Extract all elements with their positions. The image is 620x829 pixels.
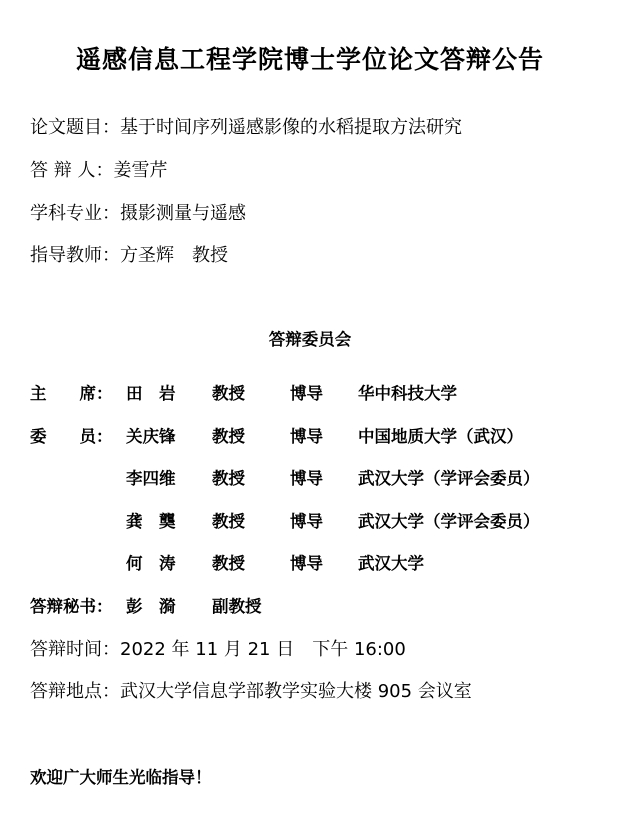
member-title: 教授	[212, 512, 245, 531]
committee-heading: 答辩委员会	[268, 330, 352, 349]
defense-time-value: 2022 年 11 月 21 日 下午 16:00	[120, 639, 406, 660]
member-name: 田 岩	[126, 384, 176, 403]
member-name: 龚 龑	[126, 512, 176, 531]
major-value: 摄影测量与遥感	[120, 203, 246, 224]
candidate-value: 姜雪芹	[113, 160, 168, 181]
defense-time-label: 答辩时间：	[30, 639, 120, 660]
secretary-title: 副教授	[212, 597, 262, 616]
advisor-label: 指导教师：	[30, 245, 120, 266]
defense-time-line	[30, 635, 406, 661]
member-degree: 博导	[290, 512, 323, 531]
defense-place-value: 武汉大学信息学部教学实验大楼 905 会议室	[120, 681, 472, 702]
major-line	[30, 199, 246, 225]
thesis-title-value: 基于时间序列遥感影像的水稻提取方法研究	[120, 117, 462, 138]
member-degree: 博导	[290, 469, 323, 488]
member-org: 武汉大学	[358, 554, 424, 573]
thesis-title-label: 论文题目：	[30, 117, 120, 138]
member-degree: 博导	[290, 384, 323, 403]
defense-place-label: 答辩地点：	[30, 681, 120, 702]
member-org: 武汉大学（学评会委员）	[358, 512, 540, 531]
member-title: 教授	[212, 554, 245, 573]
advisor-line	[30, 241, 228, 267]
member-name: 李四维	[126, 469, 176, 488]
member-title: 教授	[212, 384, 245, 403]
candidate-line	[30, 156, 167, 182]
member-title: 教授	[212, 427, 245, 446]
major-label: 学科专业：	[30, 203, 120, 224]
member-org: 华中科技大学	[358, 384, 457, 403]
member-degree: 博导	[290, 554, 323, 573]
member-title: 教授	[212, 469, 245, 488]
member-degree: 博导	[290, 427, 323, 446]
member-role: 委 员：	[30, 427, 113, 446]
member-org: 武汉大学（学评会委员）	[358, 469, 540, 488]
secretary-name: 彭 漪	[126, 597, 176, 616]
candidate-label: 答 辩 人：	[30, 160, 114, 181]
member-role: 主 席：	[30, 384, 113, 403]
thesis-title-line	[30, 113, 462, 139]
member-name: 何 涛	[126, 554, 176, 573]
secretary-label: 答辩秘书：	[30, 597, 113, 616]
member-org: 中国地质大学（武汉）	[358, 427, 523, 446]
member-name: 关庆锋	[126, 427, 176, 446]
closing-note: 欢迎广大师生光临指导！	[30, 768, 212, 787]
defense-place-line	[30, 677, 472, 703]
advisor-value: 方圣辉 教授	[120, 245, 228, 266]
page-title: 遥感信息工程学院博士学位论文答辩公告	[75, 45, 544, 74]
